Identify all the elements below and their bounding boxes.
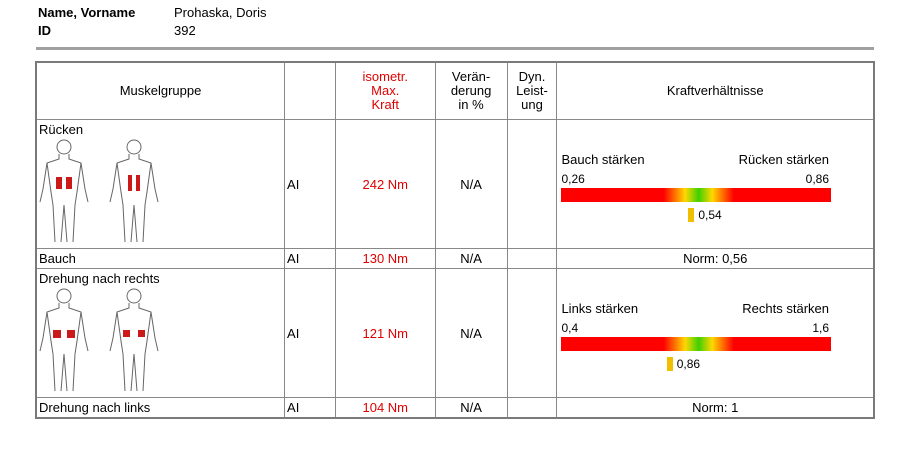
ratio-marker-value: 0,86 bbox=[676, 357, 701, 371]
header-muscle: Muskelgruppe bbox=[36, 62, 285, 120]
force-cell: 104 Nm bbox=[335, 398, 435, 419]
norm-cell: Norm: 1 bbox=[557, 398, 874, 419]
body-figure-back bbox=[39, 137, 282, 247]
patient-name-value: Prohaska, Doris bbox=[174, 5, 267, 20]
code-cell: AI bbox=[285, 398, 336, 419]
ratio-cell bbox=[557, 120, 874, 249]
ratio-left-label: Bauch stärken bbox=[561, 152, 645, 167]
table-row bbox=[36, 398, 874, 419]
table-row bbox=[36, 269, 874, 398]
table-row bbox=[36, 120, 874, 249]
patient-id-label: ID bbox=[38, 23, 51, 38]
table-row bbox=[36, 249, 874, 269]
ratio-cell bbox=[557, 269, 874, 398]
muscle-name: Rücken bbox=[39, 121, 84, 137]
change-cell: N/A bbox=[435, 249, 507, 269]
header-force: isometr. Max. Kraft bbox=[335, 62, 435, 120]
muscle-name: Drehung nach links bbox=[36, 398, 285, 419]
dyn-cell bbox=[507, 269, 557, 398]
muscle-cell bbox=[36, 269, 285, 398]
change-cell: N/A bbox=[435, 398, 507, 419]
ratio-chart bbox=[559, 273, 871, 393]
table-header-row bbox=[36, 62, 874, 120]
force-cell: 242 Nm bbox=[335, 120, 435, 249]
body-figure-rotation bbox=[39, 286, 282, 396]
ratio-left-label: Links stärken bbox=[561, 301, 639, 316]
dyn-cell bbox=[507, 120, 557, 249]
ratio-marker bbox=[667, 357, 673, 371]
norm-cell: Norm: 0,56 bbox=[557, 249, 874, 269]
strength-table bbox=[35, 61, 875, 419]
ratio-right-label: Rechts stärken bbox=[742, 301, 829, 316]
ratio-chart bbox=[559, 124, 871, 244]
header-change: Verän- derung in % bbox=[435, 62, 507, 120]
ratio-left-value: 0,4 bbox=[561, 321, 579, 335]
ratio-right-label: Rücken stärken bbox=[738, 152, 829, 167]
change-cell: N/A bbox=[435, 269, 507, 398]
header-separator bbox=[36, 47, 874, 50]
header-code bbox=[285, 62, 336, 120]
code-cell: AI bbox=[285, 249, 336, 269]
muscle-name: Drehung nach rechts bbox=[39, 270, 160, 286]
code-cell: AI bbox=[285, 120, 336, 249]
muscle-cell bbox=[36, 120, 285, 249]
patient-id-value: 392 bbox=[174, 23, 196, 38]
patient-name-label: Name, Vorname bbox=[38, 5, 136, 20]
ratio-right-value: 0,86 bbox=[805, 172, 829, 186]
ratio-right-value: 1,6 bbox=[812, 321, 829, 335]
header-dyn: Dyn. Leist- ung bbox=[507, 62, 557, 120]
ratio-marker bbox=[688, 208, 694, 222]
dyn-cell bbox=[507, 398, 557, 419]
ratio-gradient-bar bbox=[561, 337, 831, 351]
ratio-marker-value: 0,54 bbox=[698, 208, 722, 222]
force-cell: 130 Nm bbox=[335, 249, 435, 269]
ratio-gradient-bar bbox=[561, 188, 831, 202]
force-cell: 121 Nm bbox=[335, 269, 435, 398]
change-cell: N/A bbox=[435, 120, 507, 249]
dyn-cell bbox=[507, 249, 557, 269]
code-cell: AI bbox=[285, 269, 336, 398]
muscle-name: Bauch bbox=[36, 249, 285, 269]
header-ratio: Kraftverhältnisse bbox=[557, 62, 874, 120]
ratio-left-value: 0,26 bbox=[561, 172, 585, 186]
